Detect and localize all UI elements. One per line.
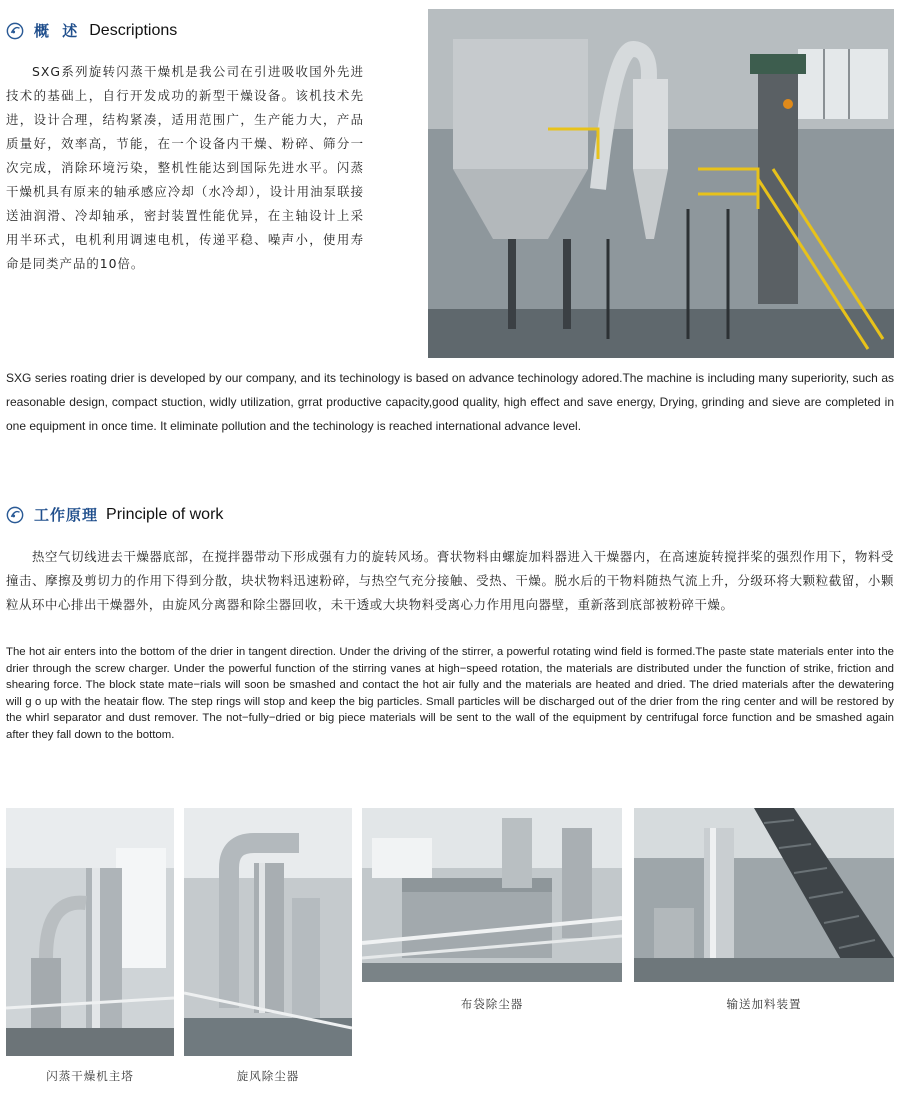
- section-title-en: Descriptions: [89, 21, 178, 39]
- section-title-cn: 工作原理: [34, 506, 99, 524]
- principle-paragraph-en: The hot air enters into the bottom of the drier in tangent direction. Under the driving of the stirrer, a powerful rotating wind field is formed.The paste state materials enter into the drier through the screw charger. Under the powerful function of the stirring vanes at high−speed rotation, the materials are distributed under the function of strike, friction and shearing force. The block state mate−rials will soon be smashed and contact the hot air fully and the materials are heated and dried. The dried materials after the dewatering will g o up with the heatair flow. The step rings will stop and keep the big particles. Small particles will be discharged out of the drier from the ring center and will be restored by the whirl separator and dust remover. The not−fully−dried or big piece materials will be sent to the wall of the equipment by centrifugal force function and be smashed again after they fall down to the bottom.: [6, 646, 894, 741]
- caption-bag-filter: 布袋除尘器: [460, 997, 524, 1011]
- description-paragraph-en: SXG series roating drier is developed by our company, and its techinology is based on advance techinology adored.The machine is including many superiority, such as reasonable design, compact stuction, widly utilization, grrat productive capacity,good quality, high effect and save energy, Drying, grinding and sieve are completed in one equipment in once time. It eliminate pollution and the techinology is reached international advance level.: [6, 371, 894, 433]
- caption-feeder: 输送加料装置: [726, 997, 802, 1011]
- main-tower-photo: [6, 808, 174, 1056]
- dryer-plant-photo: [428, 9, 894, 358]
- section-title-en: Principle of work: [106, 505, 224, 523]
- cyclone-photo: [184, 808, 352, 1056]
- circle-swirl-icon: [6, 22, 24, 40]
- caption-cyclone: 旋风除尘器: [236, 1069, 300, 1083]
- principle-paragraph-cn: 热空气切线进去干燥器底部，在搅拌器带动下形成强有力的旋转风场。膏状物料由螺旋加料器进入干燥器内，在高速旋转搅拌桨的强烈作用下，物料受撞击、摩擦及剪切力的作用下得到分散，块状物料迅速粉碎，与热空气充分接触、受热、干燥。脱水后的干物料随热气流上升，分级环将大颗粒截留，小颗粒从环中心排出干燥器外，由旋风分离器和除尘器回收，未干透或大块物料受离心力作用甩向器壁，重新落到底部被粉碎干燥。: [6, 549, 894, 612]
- caption-main-tower: 闪蒸干燥机主塔: [46, 1069, 134, 1083]
- bag-filter-photo: [362, 808, 622, 982]
- section-descriptions-heading: [6, 20, 177, 41]
- section-principle-heading: [6, 504, 223, 525]
- feeder-photo: [634, 808, 894, 982]
- section-title-cn: 概 述: [34, 22, 82, 40]
- circle-swirl-icon: [6, 506, 24, 524]
- description-paragraph-cn: SXG系列旋转闪蒸干燥机是我公司在引进吸收国外先进技术的基础上，自行开发成功的新型干燥设备。该机技术先进，设计合理，结构紧凑，适用范围广，生产能力大，产品质量好，效率高，节能，在一个设备内干燥、粉碎、筛分一次完成，消除环境污染，整机性能达到国际先进水平。闪蒸干燥机具有原来的轴承感应冷却（水冷却），设计用油泵联接送油润滑、冷却轴承，密封装置性能优异，在主轴设计上采用半环式，电机利用调速电机，传递平稳、噪声小，使用寿命是同类产品的10倍。: [6, 64, 364, 271]
